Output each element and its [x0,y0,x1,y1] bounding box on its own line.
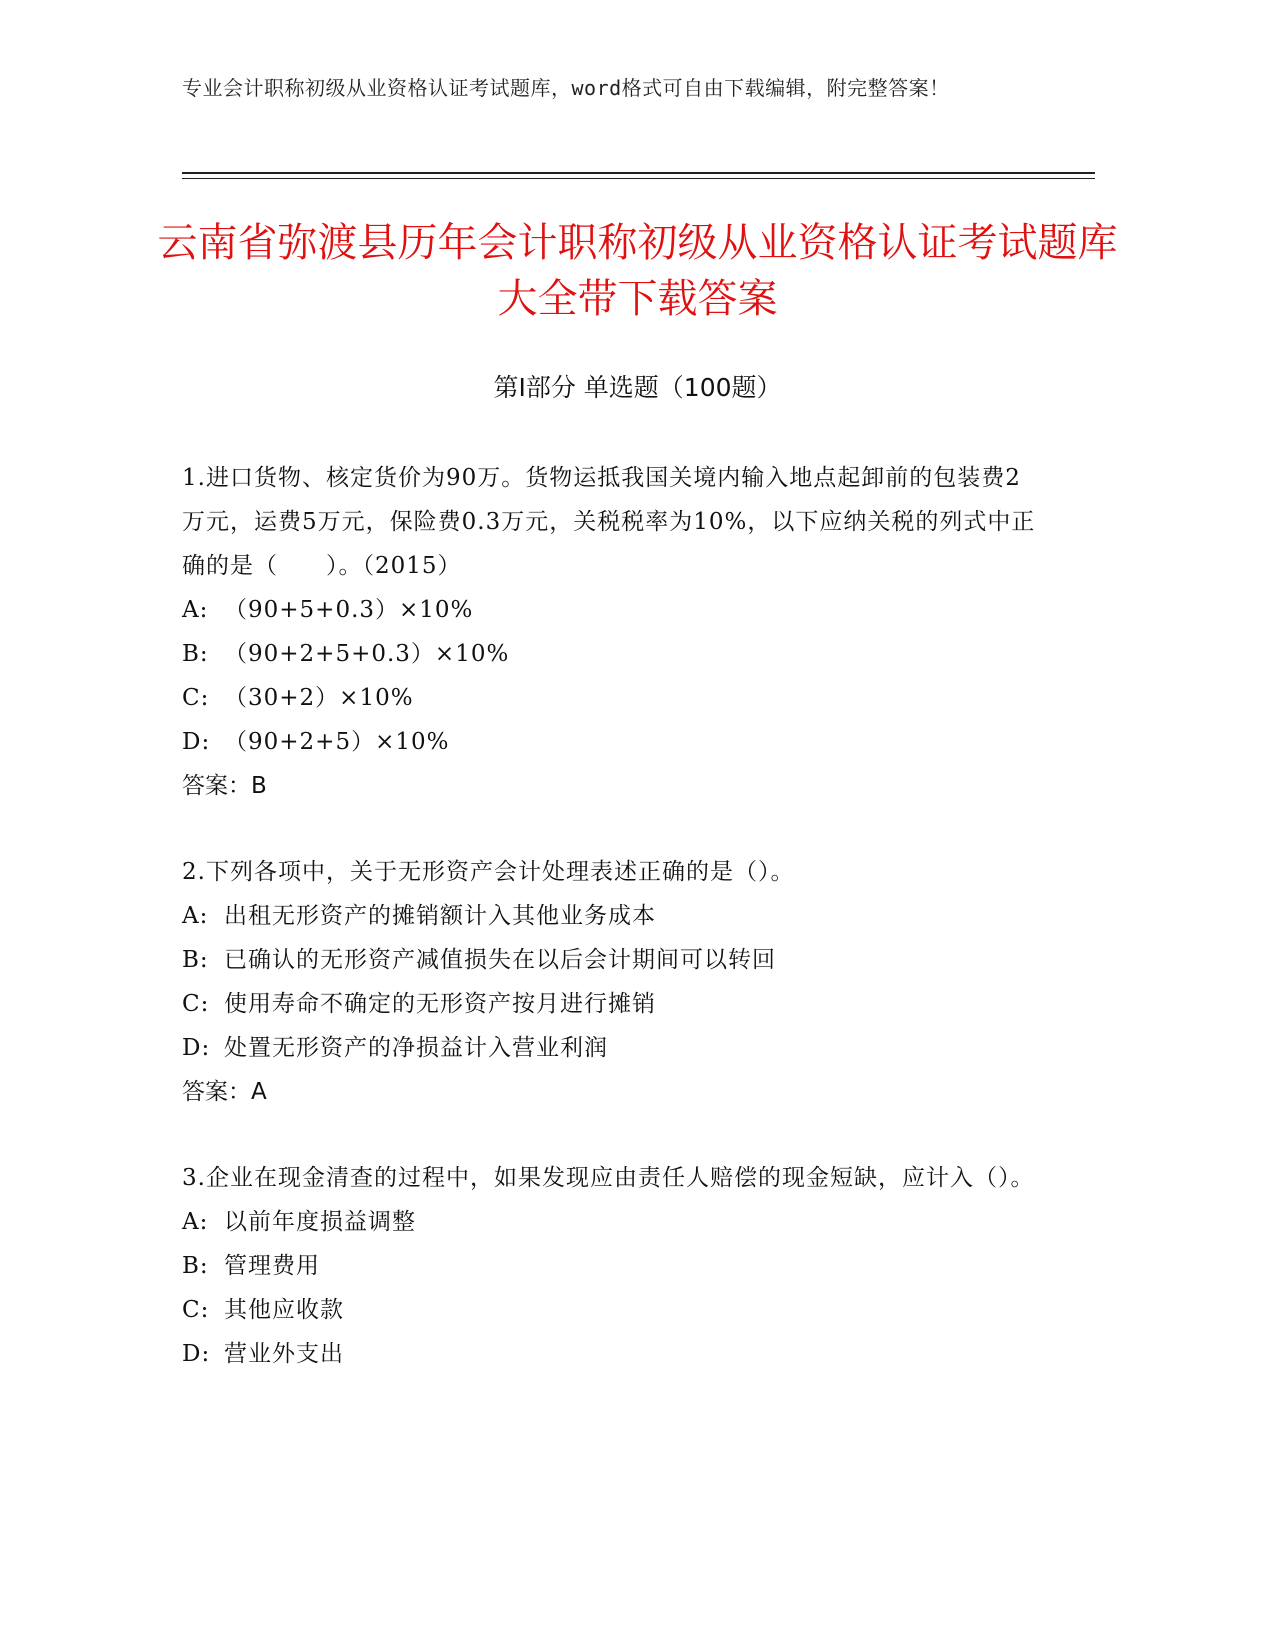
question-2 [182,850,1042,1114]
option-c [182,982,1042,1026]
option-c [182,676,1042,720]
question-1 [182,456,1042,808]
answer: 答案：B [182,773,267,799]
option-letter: B: [182,641,209,667]
option-a [182,1200,1042,1244]
option-text: 使用寿命不确定的无形资产按月进行摊销 [224,991,656,1017]
option-letter: D: [182,1035,211,1061]
option-letter: D: [182,1341,211,1367]
option-text: 管理费用 [224,1253,320,1279]
question-stem: 3.企业在现金清查的过程中，如果发现应由责任人赔偿的现金短缺，应计入（）。 [182,1165,1035,1191]
question-3 [182,1156,1042,1376]
option-c [182,1288,1042,1332]
option-letter: A: [182,1209,209,1235]
option-d [182,1332,1042,1376]
answer: 答案：A [182,1079,267,1105]
option-a [182,894,1042,938]
option-text: 出租无形资产的摊销额计入其他业务成本 [224,903,656,929]
option-text: 其他应收款 [224,1297,344,1323]
option-letter: C: [182,685,210,711]
option-a [182,588,1042,632]
option-letter: D: [182,729,211,755]
option-letter: C: [182,991,210,1017]
option-text: 已确认的无形资产减值损失在以后会计期间可以转回 [224,947,776,973]
section-title: 第Ⅰ部分 单选题（100题） [493,373,782,402]
option-letter: B: [182,947,209,973]
option-letter: C: [182,1297,210,1323]
option-text: 以前年度损益调整 [224,1209,416,1235]
option-d [182,720,1042,764]
option-letter: A: [182,597,209,623]
header-rule-thick [182,172,1095,174]
option-text: 处置无形资产的净损益计入营业利润 [224,1035,608,1061]
option-text: （90+5+0.3）×10% [224,597,474,623]
option-text: （90+2+5+0.3）×10% [224,641,510,667]
option-text: （90+2+5）×10% [224,729,450,755]
question-stem: 2.下列各项中，关于无形资产会计处理表述正确的是（）。 [182,859,795,885]
option-b [182,632,1042,676]
document-title: 云南省弥渡县历年会计职称初级从业资格认证考试题库大全带下载答案 [157,220,1118,322]
option-d [182,1026,1042,1070]
option-text: （30+2）×10% [224,685,414,711]
question-list [182,456,1042,1418]
option-b [182,1244,1042,1288]
header-rule-thin [182,178,1095,179]
option-letter: B: [182,1253,209,1279]
option-letter: A: [182,903,209,929]
question-stem: 1.进口货物、核定货价为90万。货物运抵我国关境内输入地点起卸前的包装费2万元，运费5万元，保险费0.3万元，关税税率为10%，以下应纳关税的列式中正确的是（ ）。（2015） [182,465,1036,579]
option-text: 营业外支出 [224,1341,344,1367]
option-b [182,938,1042,982]
header-note: 专业会计职称初级从业资格认证考试题库，word格式可自由下载编辑，附完整答案！ [182,76,950,100]
